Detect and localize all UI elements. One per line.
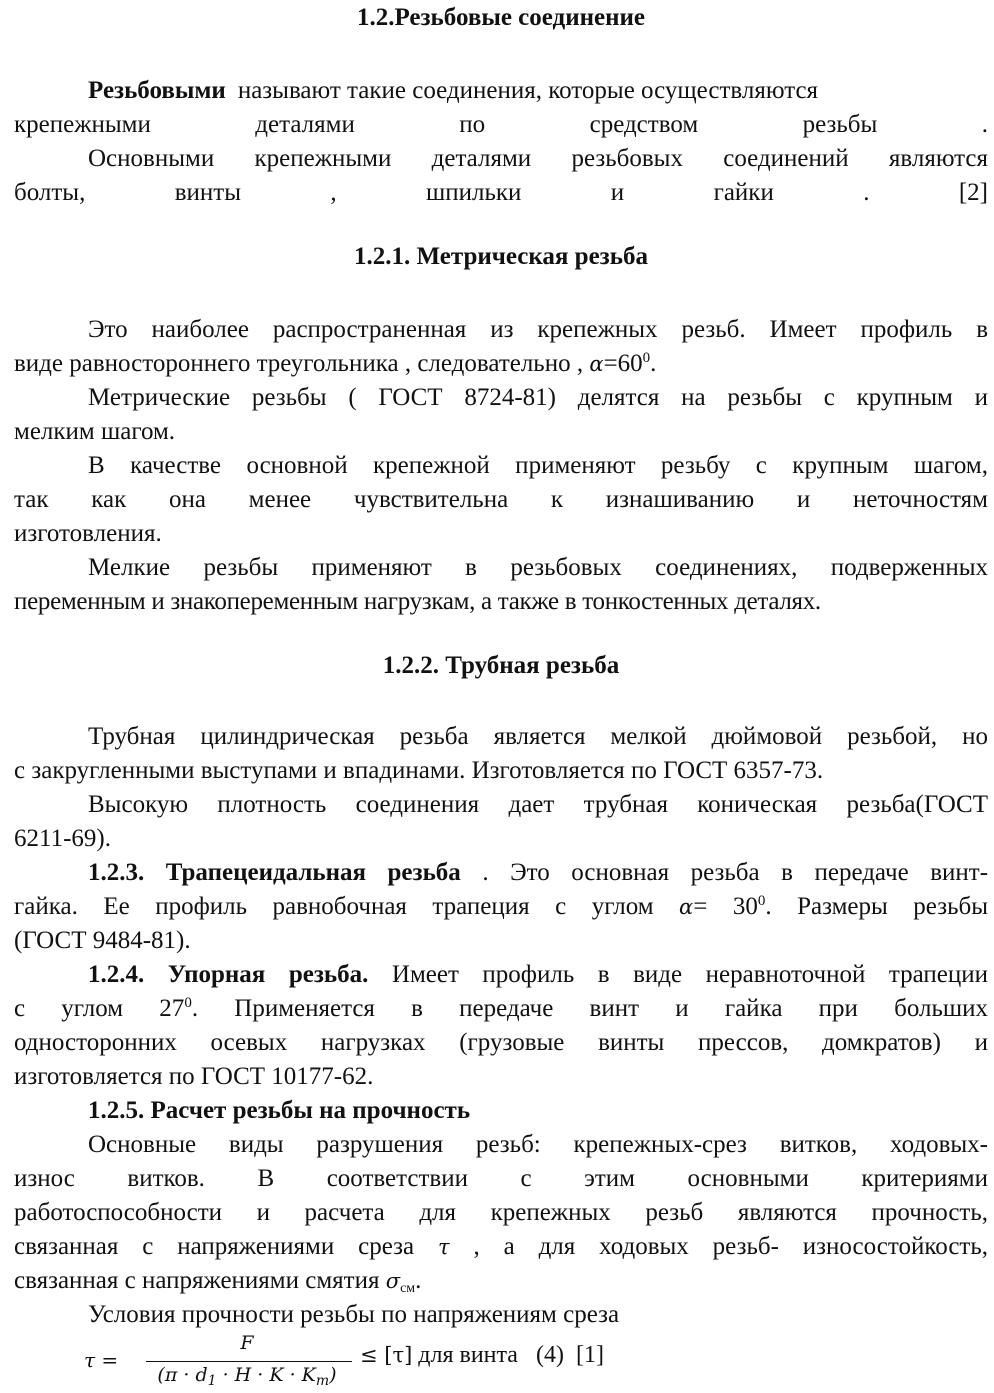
trap-line-1: 1.2.3. Трапецеидальная резьба . Это основная резьба в передаче винт- — [88, 859, 989, 886]
formula-text: для винта — [418, 1342, 518, 1368]
alpha-symbol: α — [589, 352, 604, 376]
pipe-p2-line-1: Высокую плотность соединения дает трубная коническая резьба(ГОСТ — [88, 791, 988, 818]
metric-p4-line-1: Мелкие резьбы применяют в резьбовых соединениях, подверженных — [88, 554, 988, 581]
metric-title: 1.2.1. Метрическая резьба — [354, 243, 648, 270]
sigma-subscript: см — [400, 1281, 416, 1296]
metric-p4-line-2: переменным и знакопеременным нагрузкам, а также в тонкостенных деталях. — [14, 588, 821, 615]
trap-line-3: (ГОСТ 9484-81). — [14, 927, 191, 954]
strength-line-4: связанная с напряжениями среза τ , а для ходовых резьб- износостойкость, — [14, 1233, 988, 1260]
alpha-symbol-2: α — [679, 895, 694, 919]
intro-line-1 — [14, 74, 988, 108]
section-title: 1.2.Резьбовые соединение — [356, 4, 646, 31]
intro-line-3: Основными крепежными деталями резьбовых соединений являются — [88, 145, 988, 172]
intro-bold-word: Резьбовыми — [88, 77, 226, 104]
trap-title: 1.2.3. Трапецеидальная резьба — [88, 859, 461, 886]
metric-p3-line-3: изготовления. — [14, 520, 162, 547]
degree-mark-2: 0 — [757, 893, 766, 909]
formula-ref: [1] — [575, 1342, 604, 1368]
pipe-p2-line-2: 6211-69). — [14, 825, 111, 852]
fraction-bar — [146, 1361, 352, 1362]
thrust-title: 1.2.4. Упорная резьба. — [88, 961, 369, 988]
thrust-line-3: односторонних осевых нагрузках (грузовые винты прессов, домкратов) и — [14, 1029, 988, 1056]
strength-line-1: Основные виды разрушения резьб: крепежных-срез витков, ходовых- — [88, 1131, 988, 1158]
trap-line-2: гайка. Ее профиль равнобочная трапеция с углом $\alpha= 30^0$. Размеры резьбы — [14, 893, 988, 920]
formula-rhs — [360, 1342, 604, 1369]
formula-number: (4) — [535, 1342, 564, 1368]
tau-symbol: τ — [437, 1235, 450, 1259]
formula-shear-strength — [84, 1330, 784, 1392]
pipe-p1-line-1: Трубная цилиндрическая резьба является мелкой дюймовой резьбой, но — [88, 723, 988, 750]
metric-p1-line-2: виде равностороннего треугольника , следовательно , $\alpha=60^0$. — [14, 350, 657, 377]
metric-p2-line-2: мелким шагом. — [14, 418, 176, 445]
pipe-p1-line-2: с закругленными выступами и впадинами. Изготовляется по ГОСТ 6357-73. — [14, 757, 824, 784]
pipe-title: 1.2.2. Трубная резьба — [382, 652, 620, 679]
formula-lhs: τ = — [84, 1348, 119, 1372]
thrust-line-2: с углом $27^0$. Применяется в передаче винт и гайка при больших — [14, 995, 988, 1022]
thrust-line-4: изготовляется по ГОСТ 10177-62. — [14, 1063, 374, 1090]
strength-line-3: работоспособности и расчета для крепежных резьб являются прочность, — [14, 1199, 988, 1226]
formula-numerator: F — [240, 1332, 254, 1354]
metric-p3-line-1: В качестве основной крепежной применяют резьбу с крупным шагом, — [88, 452, 988, 479]
metric-p3-line-2: так как она менее чувствительна к изнашиванию и неточностям — [14, 486, 988, 513]
degree-mark-3: 0 — [184, 995, 192, 1011]
strength-title: 1.2.5. Расчет резьбы на прочность — [88, 1097, 471, 1124]
intro-line-4: болты, винты , шпильки и гайки . [2] — [14, 179, 988, 206]
formula-leq: ≤ [τ] — [360, 1343, 413, 1367]
intro-line-2: крепежными деталями по средством резьбы . — [14, 111, 988, 138]
intro-paragraph — [14, 74, 988, 210]
strength-line-6: Условия прочности резьбы по напряжениям среза — [88, 1301, 620, 1328]
strength-title-line — [14, 1094, 988, 1128]
metric-paragraphs — [14, 313, 988, 619]
metric-p2-line-1: Метрические резьбы ( ГОСТ 8724-81) делятся на резьбы с крупным и — [88, 384, 988, 411]
sigma-symbol: σ — [385, 1269, 401, 1293]
thrust-line-1: 1.2.4. Упорная резьба. Имеет профиль в виде неравноточной трапеции — [88, 961, 988, 988]
pipe-paragraphs — [14, 720, 988, 1332]
strength-line-2: износ витков. В соответствии с этим основными критериями — [14, 1165, 988, 1192]
metric-p1-line-1: Это наиболее распространенная из крепежных резьб. Имеет профиль в — [88, 316, 988, 343]
formula-denominator: $(\pi \cdot d_1 \cdot H \cdot K \cdot K_m)$ — [157, 1364, 337, 1389]
degree-mark: 0 — [642, 350, 651, 366]
intro-line-1-rest: называют такие соединения, которые осуществляются — [237, 77, 819, 104]
strength-line-5: связанная с напряжениями смятия $\sigma_{см}$. — [14, 1267, 422, 1296]
